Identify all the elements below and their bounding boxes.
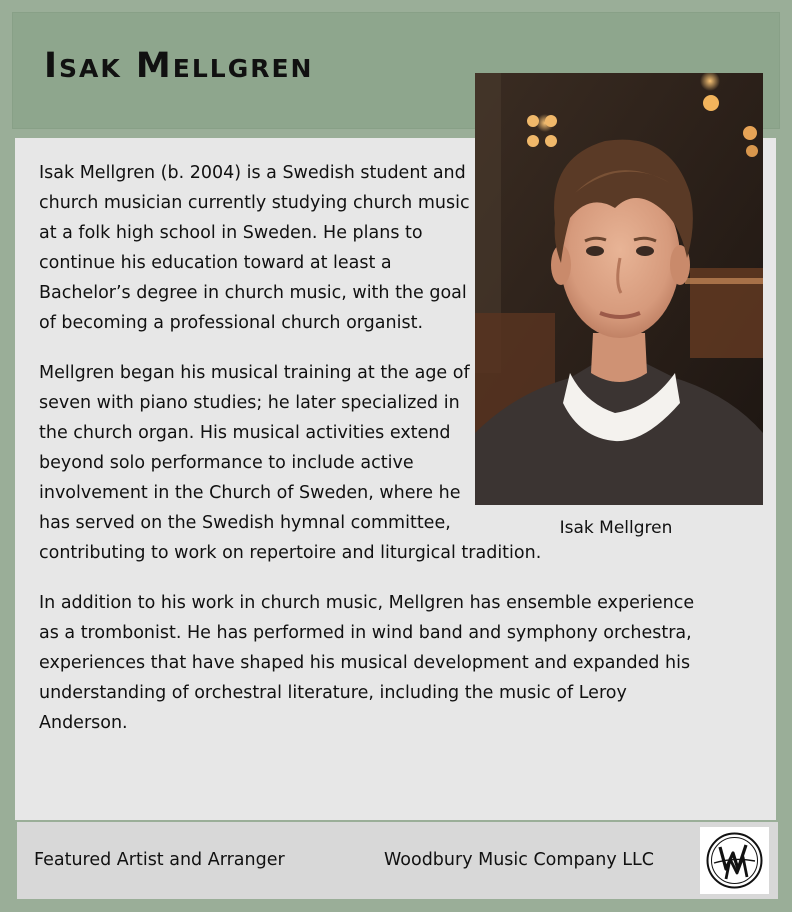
wmc-monogram-icon [700,827,769,894]
portrait-photo [475,73,763,505]
company-logo [700,827,769,894]
bio-paragraph: Mellgren began his musical training at the age of seven with piano studies; he later specialized in the church organ. His musical activities extend beyond solo performance to include active involvement in the Church of Sweden, where he has served on the Swedish hymnal committee, contributing to work on repertoire and liturgical tradition. [39,363,542,563]
footer-featured-label: Featured Artist and Arranger [34,850,285,870]
bio-paragraph: Isak Mellgren (b. 2004) is a Swedish student and church musician currently studying church music at a folk high school in Sweden. He plans to continue his education toward at least a Bachelor’s degree in church music, with the goal of becoming a professional church organist. [39,163,470,333]
page-title: Isak Mellgren [44,46,314,86]
footer-company-label: Woodbury Music Company LLC [384,850,655,870]
portrait-photo-icon [475,73,763,505]
photo-caption: Isak Mellgren [559,518,673,538]
bio-paragraph: In addition to his work in church music, Mellgren has ensemble experience as a trombonist. He has performed in wind band and symphony orchestra, experiences that have shaped his musical development and expanded his understanding of orchestral literature, including the music of Leroy Anderson. [39,593,695,733]
